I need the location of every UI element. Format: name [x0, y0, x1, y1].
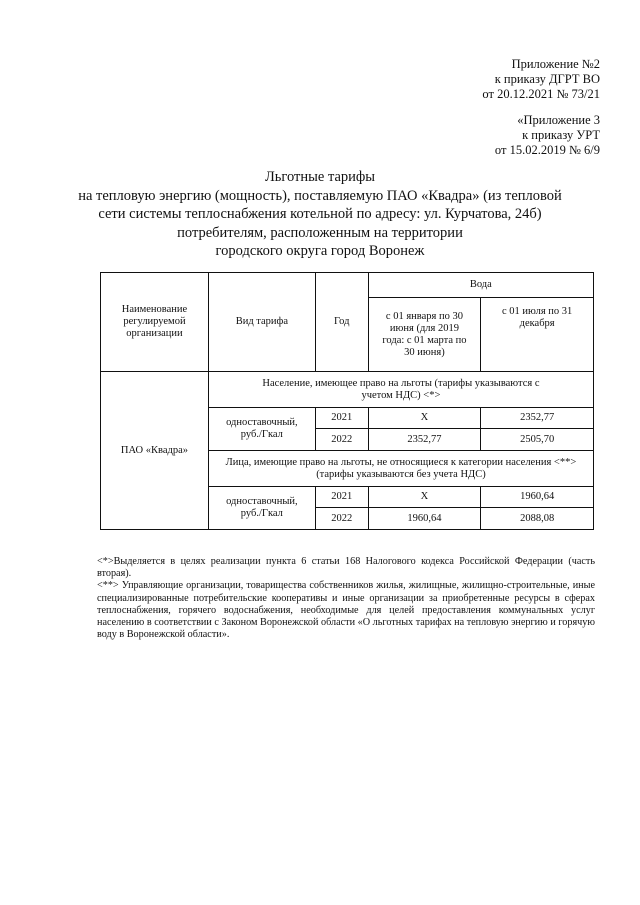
- header-tariff-type: Вид тарифа: [208, 273, 315, 372]
- title-line-2: на тепловую энергию (мощность), поставляемую ПАО «Квадра» (из тепловой: [78, 187, 562, 204]
- group-2-year-2: 2022: [315, 508, 368, 530]
- footnote-organizations: <**> Управляющие организации, товарищества собственников жилья, жилищные, жилищно-строительные, иные специализированные потребительские кооперативы и иные организации за приобретенные ресурсы в сферах теплоснабжения, горячего водоснабжения, необходимые для целей предоставления коммунальных услуг населению в соответствии с Законом Воронежской области «О льготных тарифах на тепловую энергию и горячую воду в Воронежской области».: [97, 580, 595, 641]
- title-line-4: потребителям, расположенным на территории: [177, 224, 463, 241]
- header-water: Вода: [368, 273, 593, 298]
- annex-number: Приложение №2: [511, 57, 600, 71]
- header-period-2: с 01 июля по 31 декабря: [481, 298, 594, 372]
- header-organization: Наименование регулируемой организации: [101, 273, 209, 372]
- group-2-year-1: 2021: [315, 487, 368, 508]
- group-2-tariff-type: одноставочный, руб./Гкал: [208, 487, 315, 530]
- group-1-year-1-period-2: 2352,77: [481, 408, 594, 429]
- annex-original-order: к приказу УРТ: [522, 128, 600, 142]
- annex-original-date: от 15.02.2019 № 6/9: [494, 143, 600, 157]
- header-year: Год: [315, 273, 368, 372]
- title-line-5: городского округа город Воронеж: [215, 243, 425, 260]
- group-2-year-1-period-2: 1960,64: [481, 487, 594, 508]
- document-title: [60, 168, 580, 261]
- group-2-year-1-period-1: X: [368, 487, 481, 508]
- group-2-year-2-period-2: 2088,08: [481, 508, 594, 530]
- group-1-title: Население, имеющее право на льготы (тарифы указываются с учетом НДС) <*>: [208, 372, 593, 408]
- group-1-year-2: 2022: [315, 429, 368, 451]
- organization-cell: ПАО «Квадра»: [101, 372, 209, 530]
- annex-order: к приказу ДГРТ ВО: [494, 72, 600, 86]
- annex-original-number: «Приложение 3: [517, 113, 600, 127]
- title-line-1: Льготные тарифы: [264, 169, 376, 185]
- group-1-year-2-period-2: 2505,70: [481, 429, 594, 451]
- title-line-3: сети системы теплоснабжения котельной по адресу: ул. Курчатова, 24б): [98, 206, 542, 223]
- annex-current-reference: [482, 57, 600, 102]
- footnotes: [97, 556, 595, 641]
- annex-date: от 20.12.2021 № 73/21: [482, 87, 600, 101]
- tariffs-table: [100, 272, 594, 530]
- group-1-year-1-period-1: X: [368, 408, 481, 429]
- group-1-tariff-type: одноставочный, руб./Гкал: [208, 408, 315, 451]
- header-period-1: с 01 января по 30 июня (для 2019 года: с 01 марта по 30 июня): [368, 298, 481, 372]
- footnote-vat: <*>Выделяется в целях реализации пункта 6 статьи 168 Налогового кодекса Российской Федерации (часть вторая).: [97, 556, 595, 580]
- group-1-year-1: 2021: [315, 408, 368, 429]
- group-2-title: Лица, имеющие право на льготы, не относящиеся к категории населения <**> (тарифы указываются без учета НДС): [208, 451, 593, 487]
- group-1-year-2-period-1: 2352,77: [368, 429, 481, 451]
- annex-original-reference: [495, 113, 600, 158]
- group-2-year-2-period-1: 1960,64: [368, 508, 481, 530]
